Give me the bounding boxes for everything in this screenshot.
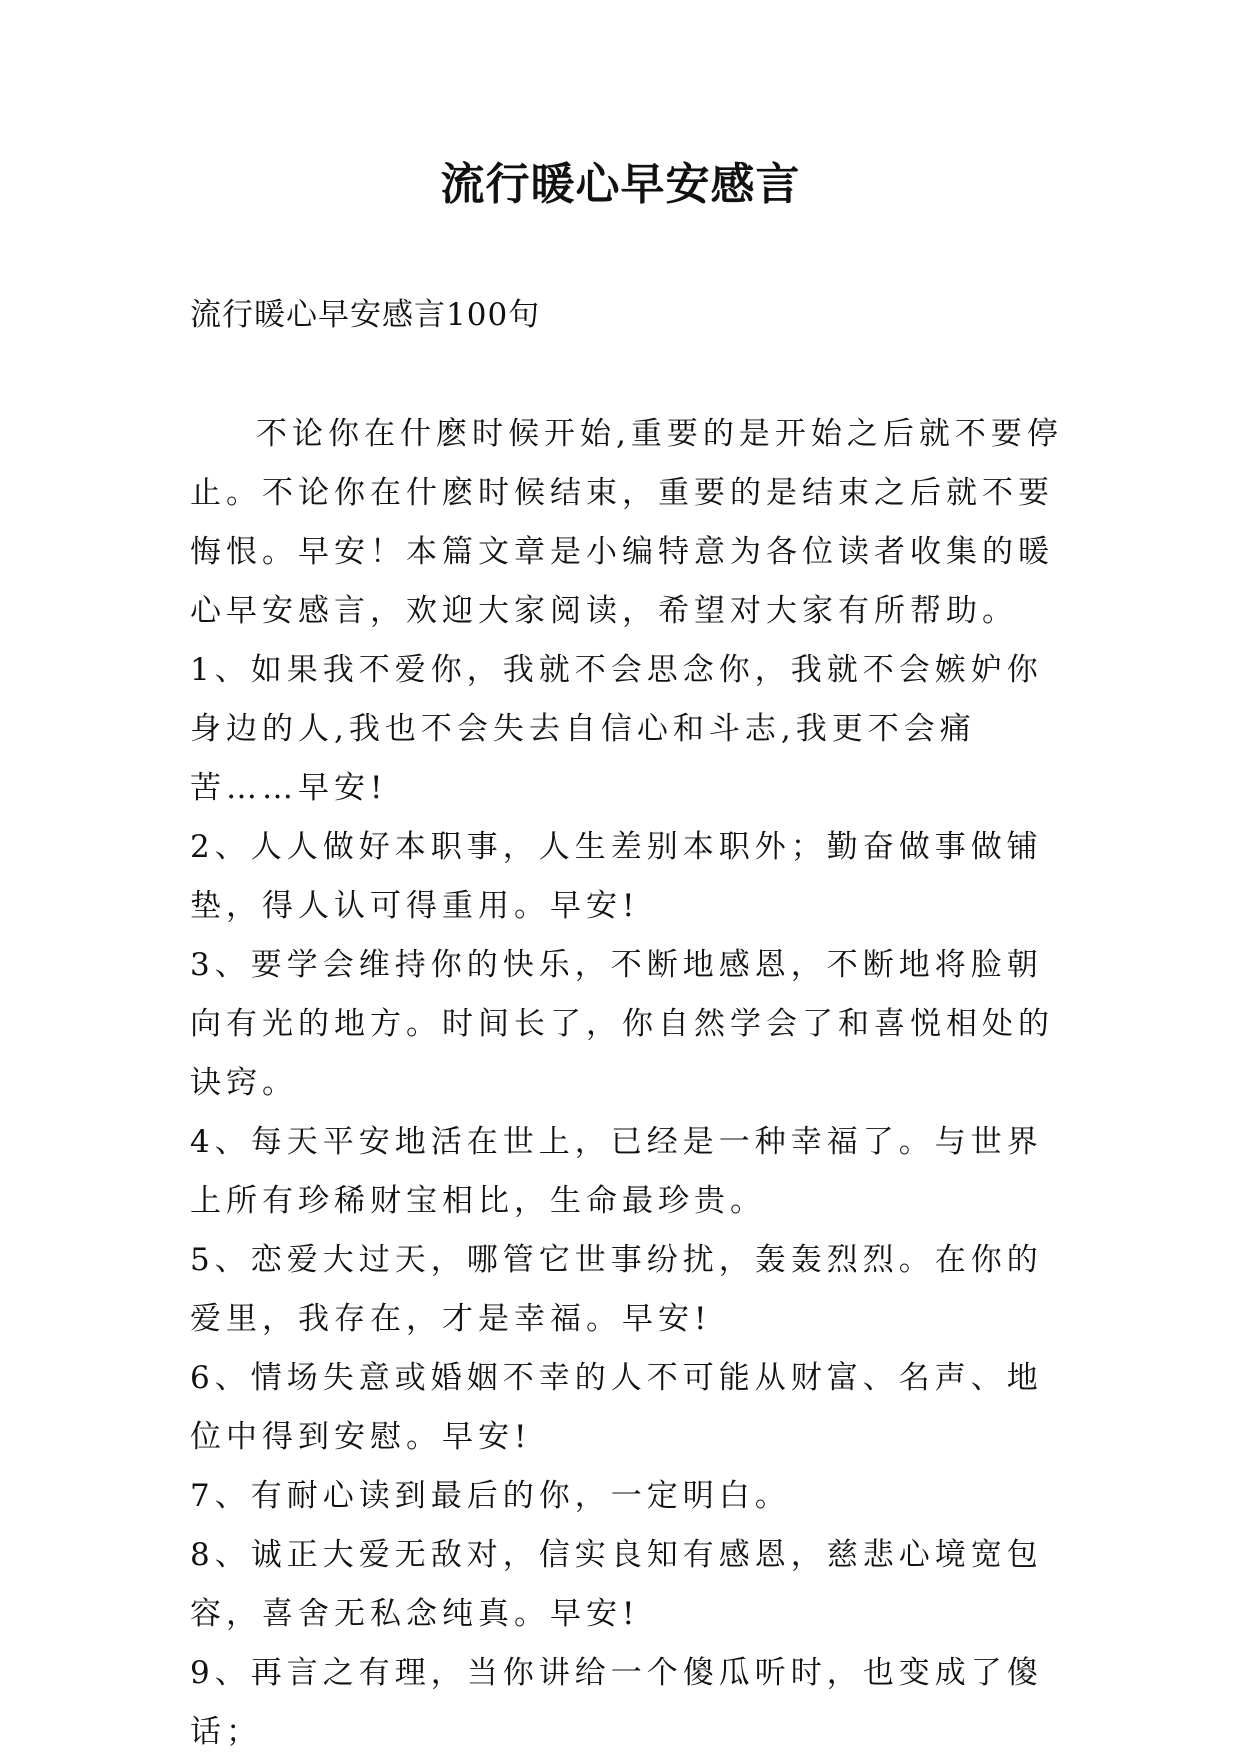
document-subtitle: 流行暖心早安感言100句: [190, 297, 541, 333]
list-item: 8、诚正大爱无敌对，信实良知有感恩，慈悲心境宽包容，喜舍无私念纯真。早安!: [190, 1537, 1043, 1632]
list-item: 3、要学会维持你的快乐，不断地感恩，不断地将脸朝向有光的地方。时间长了，你自然学会了和喜悦相处的诀窍。: [190, 947, 1054, 1101]
list-item: 5、恋爱大过天，哪管它世事纷扰，轰轰烈烈。在你的爱里，我存在，才是幸福。早安!: [190, 1242, 1043, 1337]
intro-paragraph: 不论你在什麽时候开始,重要的是开始之后就不要停止。不论你在什麽时候结束，重要的是结束之后就不要悔恨。早安！本篇文章是小编特意为各位读者收集的暖心早安感言，欢迎大家阅读，希望对大家有所帮助。: [190, 416, 1063, 629]
list-item: 4、每天平安地活在世上，已经是一种幸福了。与世界上所有珍稀财宝相比，生命最珍贵。: [190, 1124, 1043, 1219]
list-item: 1、如果我不爱你，我就不会思念你，我就不会嫉妒你身边的人,我也不会失去自信心和斗志,我更不会痛苦……早安!: [190, 652, 1043, 806]
list-item: 6、情场失意或婚姻不幸的人不可能从财富、名声、地位中得到安慰。早安!: [190, 1360, 1043, 1455]
list-item: 9、再言之有理，当你讲给一个傻瓜听时，也变成了傻话；: [190, 1655, 1043, 1750]
document-body: [190, 405, 1070, 1762]
document-title: 流行暖心早安感言: [440, 159, 801, 210]
list-item: 2、人人做好本职事，人生差别本职外；勤奋做事做铺垫，得人认可得重用。早安!: [190, 829, 1043, 924]
list-item: 7、有耐心读到最后的你，一定明白。: [190, 1478, 791, 1514]
